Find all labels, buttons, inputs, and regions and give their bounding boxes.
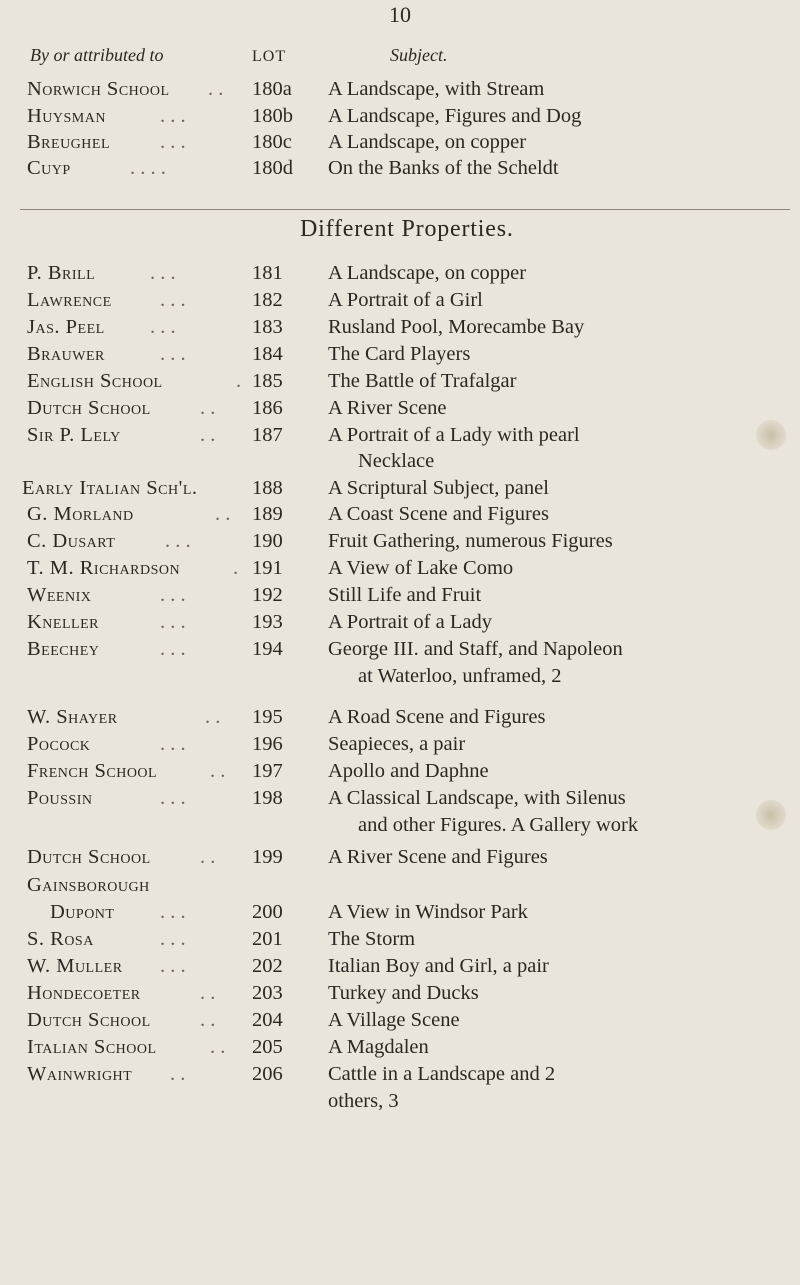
artist-name: Italian School <box>27 1036 157 1058</box>
lot-subject: Cattle in a Landscape and 2 <box>328 1063 556 1085</box>
leader-dots: . . <box>200 982 216 1004</box>
artist-name: English School <box>27 370 163 392</box>
lot-number: 186 <box>252 397 283 419</box>
lot-subject: A Portrait of a Lady <box>328 611 492 633</box>
lot-subject: A Portrait of a Lady with pearl <box>328 424 580 446</box>
lot-subject: A View of Lake Como <box>328 557 514 579</box>
lot-number: 198 <box>252 787 283 809</box>
lot-number: 192 <box>252 584 283 606</box>
lot-row <box>0 874 800 900</box>
lot-number: 200 <box>252 901 283 923</box>
page-number: 10 <box>389 2 411 27</box>
leader-dots: . . . <box>160 955 186 977</box>
lot-row <box>0 289 800 315</box>
leader-dots: . . . . <box>130 157 166 179</box>
lot-row <box>0 397 800 423</box>
lot-row <box>0 733 800 759</box>
artist-name: P. Brill <box>27 262 96 284</box>
lot-subject: A River Scene and Figures <box>328 846 548 868</box>
lot-row-continuation <box>0 1090 800 1116</box>
lot-row <box>0 846 800 872</box>
lot-subject-continuation: others, 3 <box>328 1090 399 1112</box>
artist-name: Weenix <box>27 584 92 606</box>
lot-number: 182 <box>252 289 283 311</box>
lot-number: 185 <box>252 370 283 392</box>
lot-row <box>0 503 800 529</box>
lot-subject-continuation: and other Figures. A Gallery work <box>358 814 639 836</box>
lot-subject: Italian Boy and Girl, a pair <box>328 955 549 977</box>
lot-row <box>0 1036 800 1062</box>
lot-number: 199 <box>252 846 283 868</box>
lot-number: 180c <box>252 131 292 153</box>
lot-number: 191 <box>252 557 283 579</box>
artist-name: Sir P. Lely <box>27 424 121 446</box>
lot-subject: The Battle of Trafalgar <box>328 370 517 392</box>
lot-subject: George III. and Staff, and Napoleon <box>328 638 623 660</box>
lot-number: 206 <box>252 1063 283 1085</box>
leader-dots: . . <box>200 846 216 868</box>
leader-dots: . . . <box>160 638 186 660</box>
artist-name: S. Rosa <box>27 928 94 950</box>
lot-subject: Fruit Gathering, numerous Figures <box>328 530 613 552</box>
leader-dots: . <box>236 370 242 392</box>
leader-dots: . . . <box>160 901 186 923</box>
leader-dots: . . . <box>150 316 176 338</box>
lot-number: 180d <box>252 157 293 179</box>
lot-row <box>0 706 800 732</box>
lot-row-continuation <box>0 814 800 840</box>
leader-dots: . . <box>170 1063 186 1085</box>
artist-column-header: By or attributed to <box>30 45 164 65</box>
leader-dots: . . . <box>160 928 186 950</box>
lot-subject-continuation: at Waterloo, unframed, 2 <box>358 665 562 687</box>
lot-subject: A Coast Scene and Figures <box>328 503 549 525</box>
lot-row <box>0 530 800 556</box>
lot-row <box>0 477 800 503</box>
artist-name: Norwich School <box>27 78 170 100</box>
artist-name: Lawrence <box>27 289 112 311</box>
lot-row <box>0 131 800 157</box>
lot-number: 202 <box>252 955 283 977</box>
artist-name: Dutch School <box>27 397 151 419</box>
leader-dots: . . <box>200 397 216 419</box>
artist-name: T. M. Richardson <box>27 557 181 579</box>
lot-number: 181 <box>252 262 283 284</box>
lot-subject: A Scriptural Subject, panel <box>328 477 549 499</box>
artist-name: Huysman <box>27 105 106 127</box>
leader-dots: . . . <box>160 343 186 365</box>
lot-row <box>0 157 800 183</box>
lot-row <box>0 611 800 637</box>
lot-subject: A Landscape, Figures and Dog <box>328 105 582 127</box>
lot-row <box>0 105 800 131</box>
lot-row-continuation <box>0 665 800 691</box>
lot-row <box>0 370 800 396</box>
lot-subject: Turkey and Ducks <box>328 982 479 1004</box>
lot-number: 180a <box>252 78 292 100</box>
lot-row <box>0 982 800 1008</box>
artist-name: Gainsborough <box>27 874 150 896</box>
lot-number: 194 <box>252 638 283 660</box>
artist-name: G. Morland <box>27 503 134 525</box>
artist-name: C. Dusart <box>27 530 116 552</box>
lot-number: 197 <box>252 760 283 782</box>
lot-row <box>0 1009 800 1035</box>
leader-dots: . . . <box>160 131 186 153</box>
artist-name: Poussin <box>27 787 93 809</box>
lot-row <box>0 955 800 981</box>
artist-name: Wainwright <box>27 1063 133 1085</box>
lot-subject: Seapieces, a pair <box>328 733 466 755</box>
lot-row <box>0 424 800 450</box>
lot-row <box>0 760 800 786</box>
section-title: Different Properties. <box>300 216 514 242</box>
paper-stain <box>756 800 786 830</box>
artist-name: Hondecoeter <box>27 982 141 1004</box>
lot-number: 203 <box>252 982 283 1004</box>
lot-row <box>0 901 800 927</box>
subject-column-header: Subject. <box>390 45 448 65</box>
lot-row <box>0 584 800 610</box>
artist-name: French School <box>27 760 158 782</box>
artist-name: Cuyp <box>27 157 71 179</box>
leader-dots: . . . <box>160 289 186 311</box>
artist-name: Dutch School <box>27 846 151 868</box>
lot-subject: A Landscape, with Stream <box>328 78 545 100</box>
lot-number: 190 <box>252 530 283 552</box>
lot-row <box>0 1063 800 1089</box>
lot-row <box>0 638 800 664</box>
lot-row <box>0 787 800 813</box>
leader-dots: . . <box>205 706 221 728</box>
leader-dots: . . <box>210 760 226 782</box>
lot-subject: Still Life and Fruit <box>328 584 482 606</box>
lot-subject: The Card Players <box>328 343 471 365</box>
leader-dots: . . . <box>165 530 191 552</box>
leader-dots: . . <box>200 1009 216 1031</box>
leader-dots: . . . <box>160 787 186 809</box>
leader-dots: . . . <box>160 105 186 127</box>
artist-name: Breughel <box>27 131 110 153</box>
artist-name: W. Shayer <box>27 706 118 728</box>
leader-dots: . <box>233 557 239 579</box>
artist-name: Brauwer <box>27 343 105 365</box>
leader-dots: . . . <box>160 584 186 606</box>
leader-dots: . . . <box>160 733 186 755</box>
lot-number: 187 <box>252 424 283 446</box>
lot-subject: Apollo and Daphne <box>328 760 489 782</box>
lot-subject: A Magdalen <box>328 1036 429 1058</box>
leader-dots: . . <box>208 78 224 100</box>
lot-row <box>0 557 800 583</box>
lot-subject: A Classical Landscape, with Silenus <box>328 787 626 809</box>
lot-subject: On the Banks of the Scheldt <box>328 157 559 179</box>
lot-row <box>0 928 800 954</box>
lot-subject-continuation: Necklace <box>358 450 435 472</box>
lot-number: 193 <box>252 611 283 633</box>
lot-subject: A River Scene <box>328 397 447 419</box>
lot-subject: A Landscape, on copper <box>328 131 527 153</box>
leader-dots: . . <box>215 503 231 525</box>
lot-subject: A Landscape, on copper <box>328 262 527 284</box>
lot-row <box>0 262 800 288</box>
lot-subject: A Road Scene and Figures <box>328 706 546 728</box>
lot-row <box>0 316 800 342</box>
lot-row <box>0 343 800 369</box>
artist-name: Kneller <box>27 611 99 633</box>
lot-number: 189 <box>252 503 283 525</box>
lot-number: 180b <box>252 105 293 127</box>
lot-subject: A Portrait of a Girl <box>328 289 483 311</box>
lot-number: 204 <box>252 1009 283 1031</box>
lot-subject: The Storm <box>328 928 416 950</box>
leader-dots: . . <box>200 424 216 446</box>
lot-row-continuation <box>0 450 800 476</box>
lot-number: 195 <box>252 706 283 728</box>
lot-number: 205 <box>252 1036 283 1058</box>
lot-subject: Rusland Pool, Morecambe Bay <box>328 316 585 338</box>
artist-name: W. Muller <box>27 955 123 977</box>
artist-name: Dupont <box>50 901 115 923</box>
leader-dots: . . . <box>150 262 176 284</box>
lot-number: 188 <box>252 477 283 499</box>
leader-dots: . . <box>210 1036 226 1058</box>
artist-name: Dutch School <box>27 1009 151 1031</box>
lot-subject: A Village Scene <box>328 1009 460 1031</box>
lot-number: 201 <box>252 928 283 950</box>
lot-number: 183 <box>252 316 283 338</box>
artist-name: Early Italian Sch'l. <box>22 477 198 499</box>
paper-stain <box>756 420 786 450</box>
lot-column-header: LOT <box>252 48 287 65</box>
lot-number: 184 <box>252 343 283 365</box>
lot-number: 196 <box>252 733 283 755</box>
lot-subject: A View in Windsor Park <box>328 901 528 923</box>
artist-name: Beechey <box>27 638 100 660</box>
leader-dots: . . . <box>160 611 186 633</box>
artist-name: Jas. Peel <box>27 316 105 338</box>
lot-row <box>0 78 800 104</box>
artist-name: Pocock <box>27 733 91 755</box>
section-divider <box>20 209 790 210</box>
